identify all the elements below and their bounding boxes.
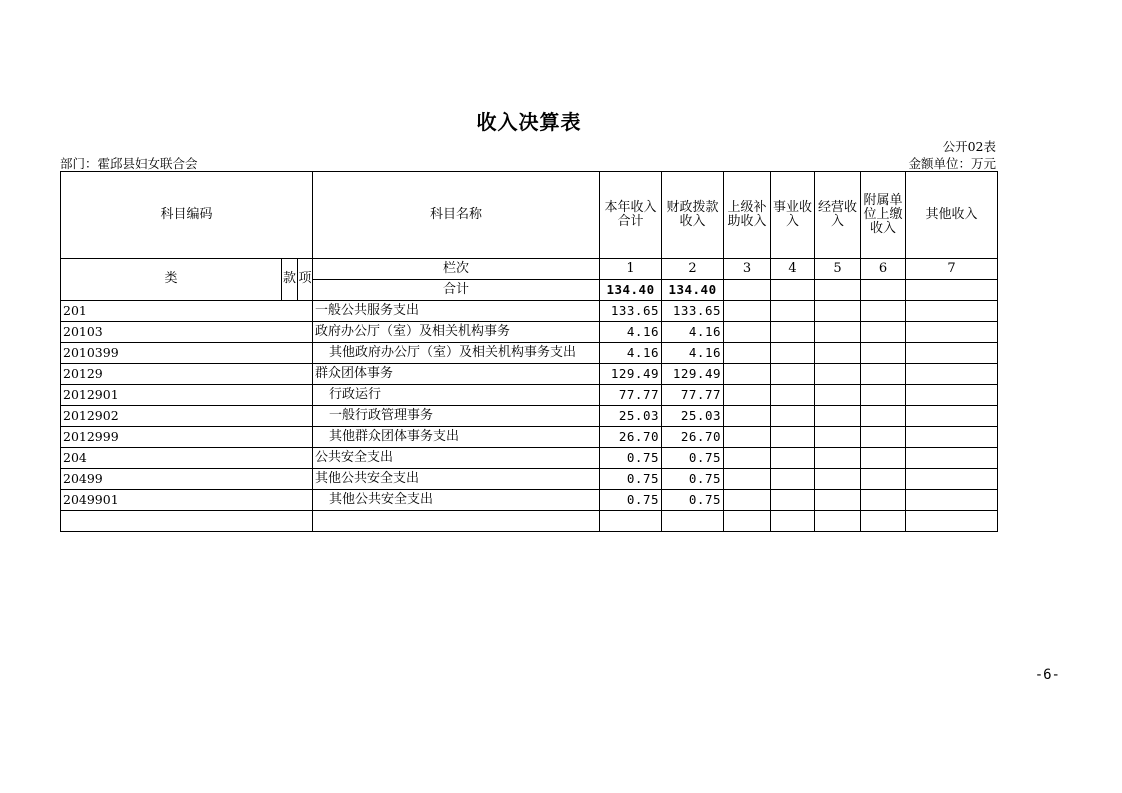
row-total [600,427,662,448]
row-code-text: 20103 [63,324,103,340]
row-name [313,448,600,469]
row-affiliated [861,322,906,343]
row-total-text: 4.16 [626,324,660,340]
row-fiscal-text: 0.75 [688,471,722,487]
row-name [313,406,600,427]
page-number: -6- [1034,667,1060,683]
row-business [771,427,815,448]
row-total [600,364,662,385]
table-row [61,322,998,343]
row-other [906,427,998,448]
form-code: 公开02表 [942,139,996,154]
row-total-text: 129.49 [610,366,660,382]
row-affiliated [861,301,906,322]
total-business [771,280,815,301]
row-other [906,511,998,532]
department-label: 部门：霍邱县妇女联合会 [60,156,198,171]
row-name-text: 公共安全支出 [315,449,394,465]
row-affiliated [861,469,906,490]
col-num-1: 1 [600,259,662,280]
row-total-text: 4.16 [626,345,660,361]
row-code [61,490,313,511]
row-total-text: 0.75 [626,471,660,487]
row-total [600,301,662,322]
col-num-5: 5 [815,259,861,280]
header-affiliated: 附属单位上缴收入 [861,172,906,259]
row-operating [815,511,861,532]
row-operating [815,469,861,490]
header-row [61,172,998,259]
table-row [61,469,998,490]
row-name-text: 其他群众团体事务支出 [329,428,460,444]
row-total [600,448,662,469]
row-fiscal [662,364,724,385]
row-superior [724,343,771,364]
row-affiliated [861,364,906,385]
unit-label: 金额单位：万元 [908,156,996,171]
row-business [771,301,815,322]
row-name-text: 其他公共安全支出 [315,470,420,486]
row-code-text: 2010399 [63,345,119,361]
header-operating: 经营收入 [815,172,861,259]
row-fiscal-text: 4.16 [688,345,722,361]
row-superior [724,448,771,469]
row-other [906,322,998,343]
row-operating [815,364,861,385]
row-name-text: 群众团体事务 [315,365,394,381]
row-total [600,343,662,364]
col-num-6: 6 [861,259,906,280]
row-total [600,469,662,490]
row-total [600,322,662,343]
table-row [61,385,998,406]
row-other [906,469,998,490]
row-total-text: 133.65 [610,303,660,319]
row-business [771,469,815,490]
row-fiscal [662,469,724,490]
row-fiscal-text: 0.75 [688,492,722,508]
row-name [313,511,600,532]
row-fiscal [662,322,724,343]
row-code [61,448,313,469]
row-name [313,301,600,322]
row-code [61,385,313,406]
row-code-text: 2012999 [63,429,119,445]
row-fiscal [662,301,724,322]
row-name-text: 一般公共服务支出 [315,302,420,318]
total-superior [724,280,771,301]
header-total: 本年收入合计 [600,172,662,259]
row-fiscal [662,448,724,469]
col-num-2: 2 [662,259,724,280]
row-fiscal [662,385,724,406]
row-code [61,427,313,448]
row-other [906,406,998,427]
row-name [313,469,600,490]
row-code-text: 201 [63,303,87,319]
row-other [906,448,998,469]
row-total [600,385,662,406]
row-total-text: 0.75 [626,450,660,466]
table-row [61,427,998,448]
row-superior [724,385,771,406]
row-fiscal [662,490,724,511]
row-total-text: 0.75 [626,492,660,508]
row-total [600,406,662,427]
row-affiliated [861,406,906,427]
row-fiscal-text: 26.70 [680,429,722,445]
row-business [771,322,815,343]
row-affiliated [861,343,906,364]
table-row [61,364,998,385]
header-lanci: 栏次 [313,259,600,280]
row-total-text: 25.03 [618,408,660,424]
row-affiliated [861,448,906,469]
header-name: 科目名称 [313,172,600,259]
header-other: 其他收入 [906,172,998,259]
row-operating [815,301,861,322]
row-superior [724,322,771,343]
table-row [61,301,998,322]
row-business [771,343,815,364]
row-other [906,301,998,322]
row-operating [815,490,861,511]
row-code-text: 2049901 [63,492,119,508]
row-total-text: 77.77 [618,387,660,403]
row-code-text: 204 [63,450,87,466]
row-affiliated [861,427,906,448]
row-fiscal-text: 129.49 [672,366,722,382]
row-operating [815,427,861,448]
header-xiang: 项 [298,259,313,301]
row-name-text: 政府办公厅（室）及相关机构事务 [315,323,511,339]
row-superior [724,301,771,322]
row-total [600,490,662,511]
row-name-text: 其他政府办公厅（室）及相关机构事务支出 [329,344,577,360]
row-fiscal-text: 133.65 [672,303,722,319]
income-table [60,171,998,532]
row-name [313,322,600,343]
row-code-text: 2012901 [63,387,119,403]
row-business [771,448,815,469]
row-affiliated [861,385,906,406]
header-code: 科目编码 [61,172,313,259]
row-total-text: 26.70 [618,429,660,445]
row-superior [724,427,771,448]
page-title: 收入决算表 [476,110,582,134]
row-code-text: 20499 [63,471,103,487]
row-name [313,385,600,406]
table-body [61,301,998,532]
row-other [906,490,998,511]
table-row [61,343,998,364]
row-operating [815,385,861,406]
row-operating [815,343,861,364]
row-affiliated [861,511,906,532]
row-name [313,427,600,448]
row-business [771,490,815,511]
row-name [313,490,600,511]
row-name [313,364,600,385]
col-num-3: 3 [724,259,771,280]
row-code [61,301,313,322]
row-operating [815,322,861,343]
row-operating [815,406,861,427]
row-fiscal-text: 0.75 [688,450,722,466]
total-operating [815,280,861,301]
header-kuan: 款 [282,259,298,301]
row-business [771,364,815,385]
row-superior [724,490,771,511]
col-num-4: 4 [771,259,815,280]
row-superior [724,406,771,427]
row-fiscal-text: 25.03 [680,408,722,424]
row-superior [724,364,771,385]
row-name-text: 行政运行 [329,386,382,402]
row-business [771,385,815,406]
row-code-text: 2012902 [63,408,119,424]
row-business [771,406,815,427]
table-row [61,406,998,427]
row-code [61,406,313,427]
total-other [906,280,998,301]
row-name-text: 其他公共安全支出 [329,491,434,507]
row-affiliated [861,490,906,511]
total-fiscal: 134.40 [662,280,724,301]
row-code-text: 20129 [63,366,103,382]
col-num-7: 7 [906,259,998,280]
header-business: 事业收入 [771,172,815,259]
row-name [313,343,600,364]
row-code [61,343,313,364]
total-affiliated [861,280,906,301]
row-fiscal [662,406,724,427]
row-name-text: 一般行政管理事务 [329,407,434,423]
row-total [600,511,662,532]
row-business [771,511,815,532]
total-income: 134.40 [600,280,662,301]
row-fiscal [662,343,724,364]
row-fiscal [662,511,724,532]
row-operating [815,448,861,469]
row-other [906,364,998,385]
column-number-row [61,259,998,280]
row-code [61,469,313,490]
table-row [61,490,998,511]
table-row [61,448,998,469]
row-other [906,343,998,364]
row-code [61,364,313,385]
header-superior: 上级补助收入 [724,172,771,259]
table-row [61,511,998,532]
row-code [61,322,313,343]
header-fiscal: 财政拨款收入 [662,172,724,259]
row-code [61,511,313,532]
header-lei: 类 [61,259,282,301]
row-fiscal [662,427,724,448]
row-other [906,385,998,406]
row-superior [724,469,771,490]
row-fiscal-text: 4.16 [688,324,722,340]
total-label: 合计 [313,280,600,301]
row-fiscal-text: 77.77 [680,387,722,403]
row-superior [724,511,771,532]
